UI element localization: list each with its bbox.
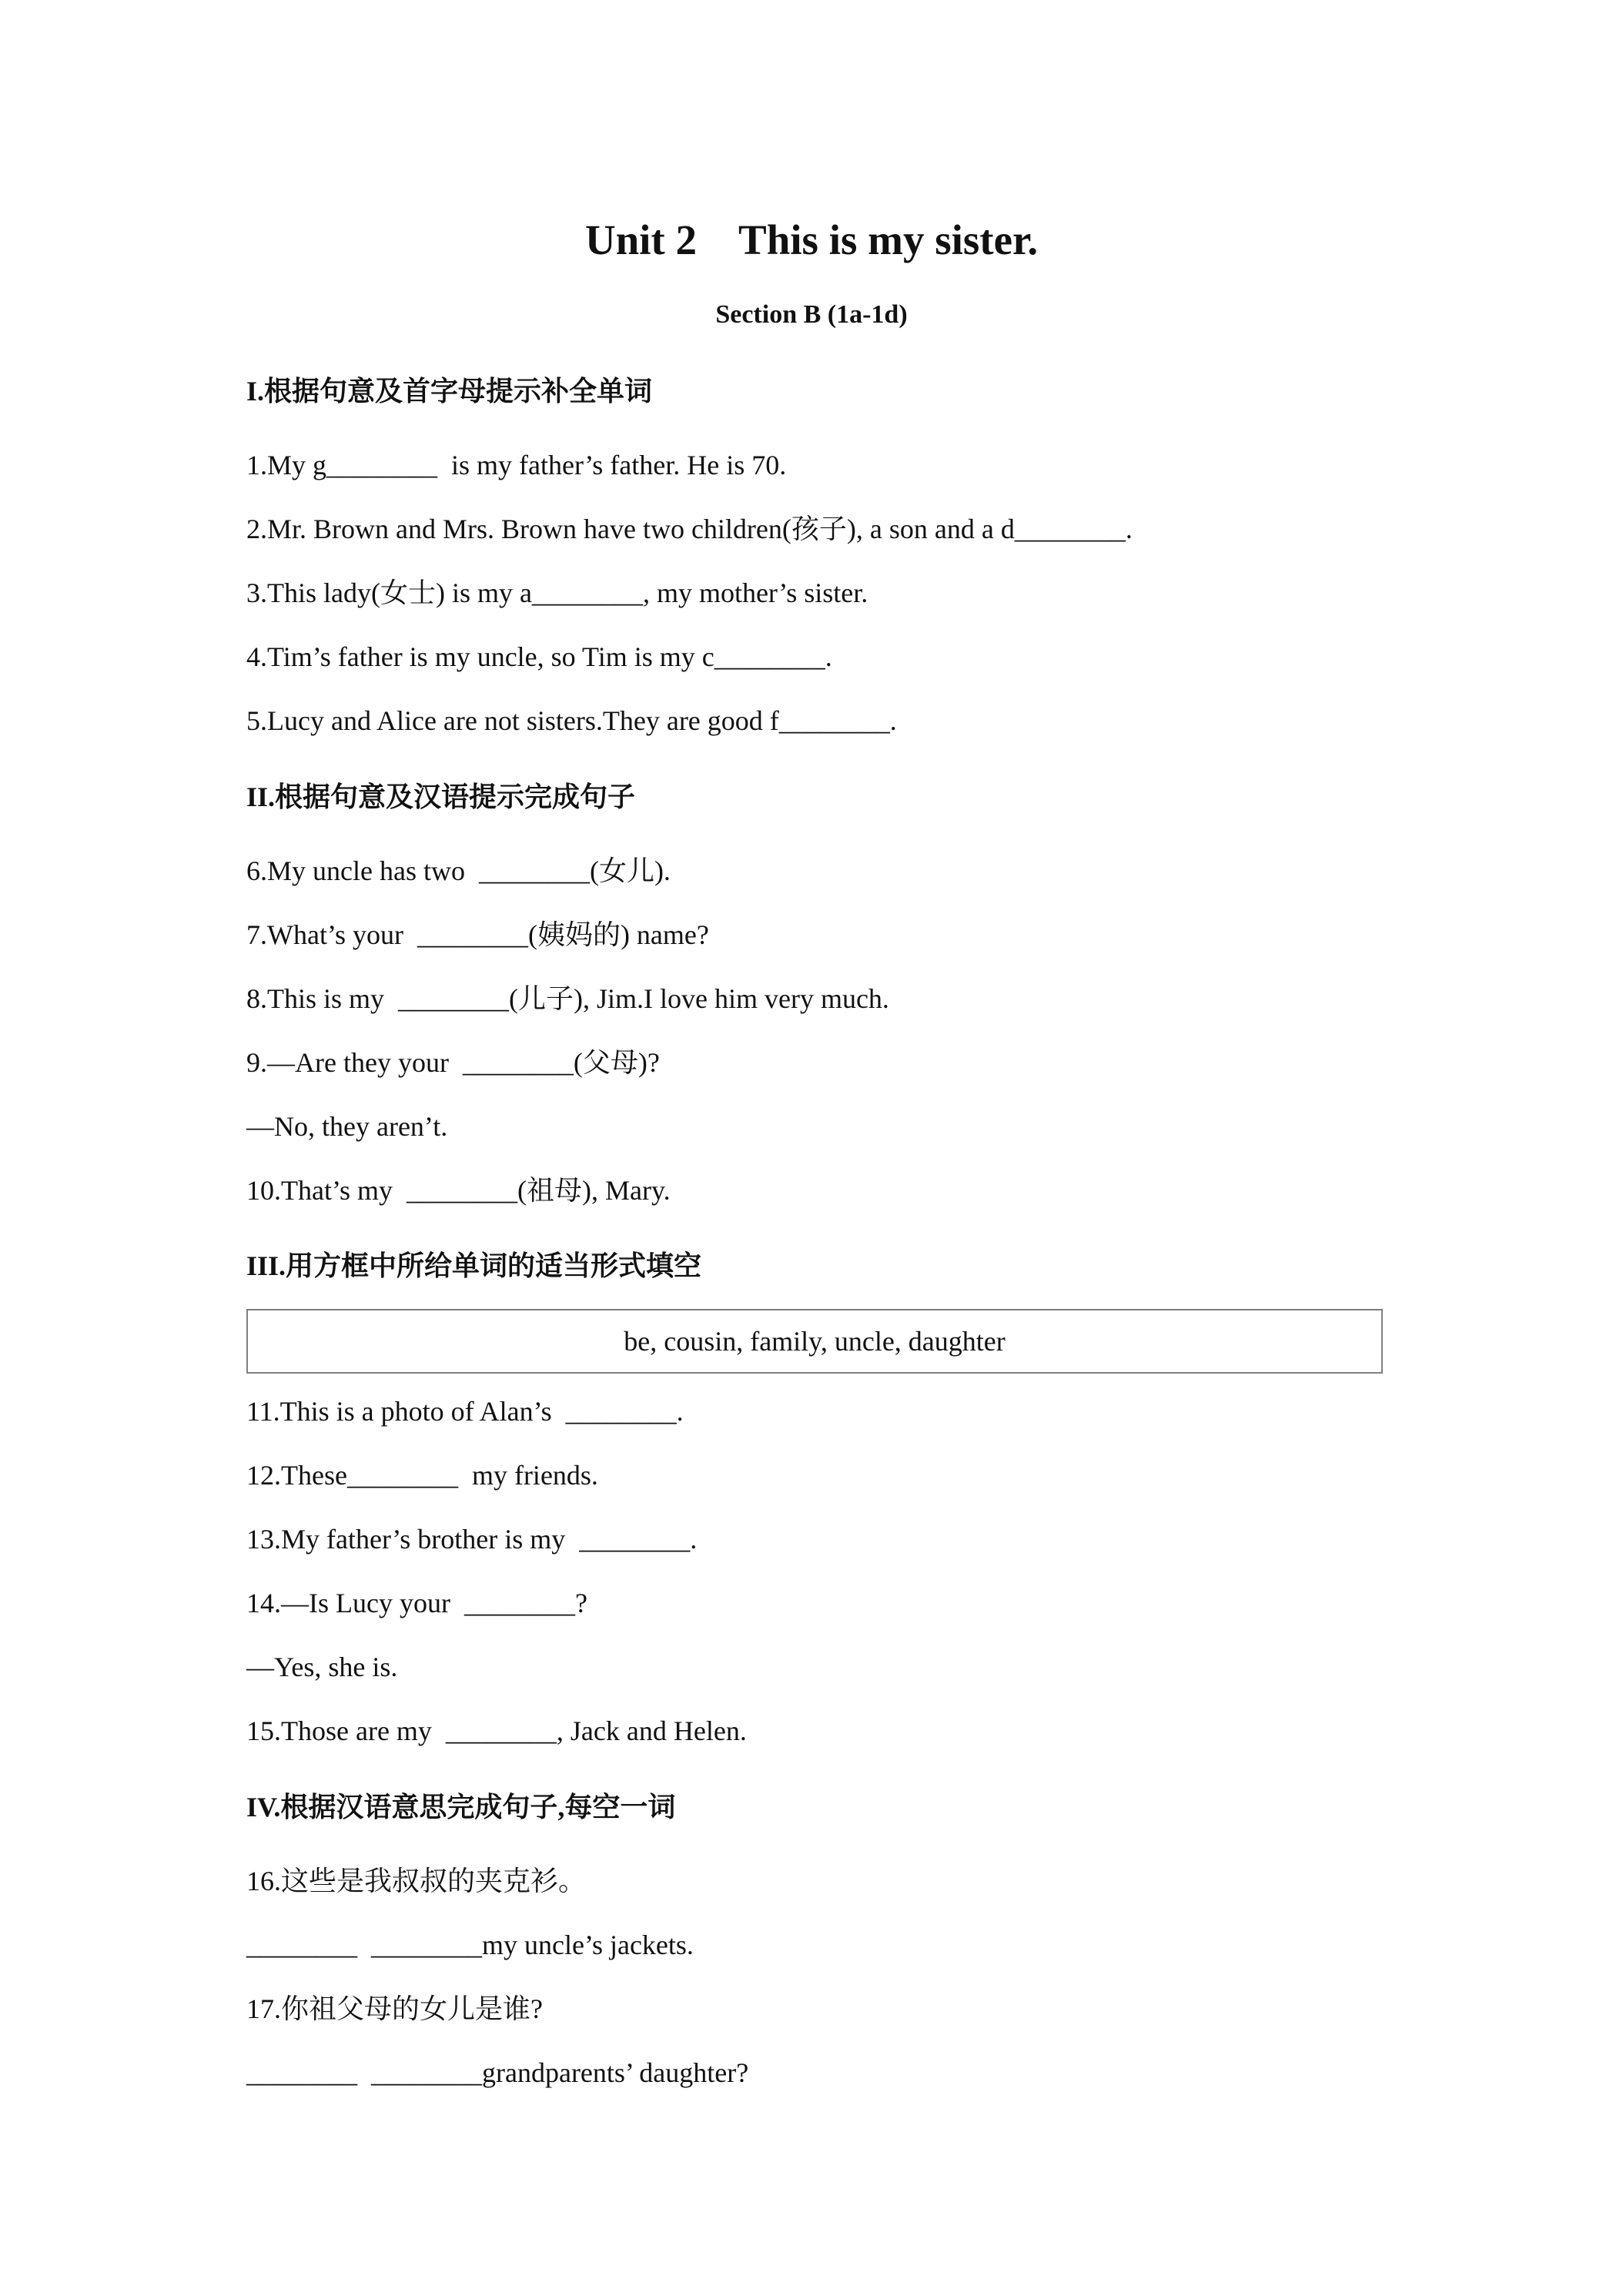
question-16-answer: ________ ________my uncle’s jackets. [246,1930,694,1960]
question-8: 8.This is my ________(儿子), Jim.I love him very much. [246,983,889,1014]
question-1: 1.My g________ is my father’s father. He is 70. [246,450,787,480]
question-6: 6.My uncle has two ________(女儿). [246,855,671,886]
question-16-prompt: 16.这些是我叔叔的夹克衫。 [246,1866,587,1896]
question-9: 9.—Are they your ________(父母)? [246,1047,660,1078]
question-7: 7.What’s your ________(姨妈的) name? [246,919,709,950]
question-5: 5.Lucy and Alice are not sisters.They are good f________. [246,705,897,736]
word-box: be, cousin, family, uncle, daughter [246,1309,1383,1374]
question-2: 2.Mr. Brown and Mrs. Brown have two children(孩子), a son and a d________. [246,514,1133,544]
question-15: 15.Those are my ________, Jack and Helen. [246,1715,747,1746]
section-2-heading: II.根据句意及汉语提示完成句子 [246,782,636,812]
section-1-heading: I.根据句意及首字母提示补全单词 [246,376,653,407]
question-17-prompt: 17.你祖父母的女儿是谁? [246,1993,543,2024]
question-14-answer: —Yes, she is. [246,1652,398,1682]
question-9-answer: —No, they aren’t. [246,1111,448,1142]
section-3-heading: III.用方框中所给单词的适当形式填空 [246,1250,702,1281]
page-title: Unit 2 This is my sister. [584,216,1039,263]
question-11: 11.This is a photo of Alan’s ________. [246,1396,684,1427]
question-10: 10.That’s my ________(祖母), Mary. [246,1175,671,1206]
question-4: 4.Tim’s father is my uncle, so Tim is my c________. [246,641,832,672]
question-13: 13.My father’s brother is my ________. [246,1524,698,1555]
question-17-answer: ________ ________grandparents’ daughter? [246,2057,749,2088]
question-3: 3.This lady(女士) is my a________, my mother’s sister. [246,577,868,608]
question-14: 14.—Is Lucy your ________? [246,1588,587,1618]
page-subtitle: Section B (1a-1d) [715,300,908,329]
question-12: 12.These________ my friends. [246,1460,598,1491]
section-4-heading: IV.根据汉语意思完成句子,每空一词 [246,1792,676,1822]
